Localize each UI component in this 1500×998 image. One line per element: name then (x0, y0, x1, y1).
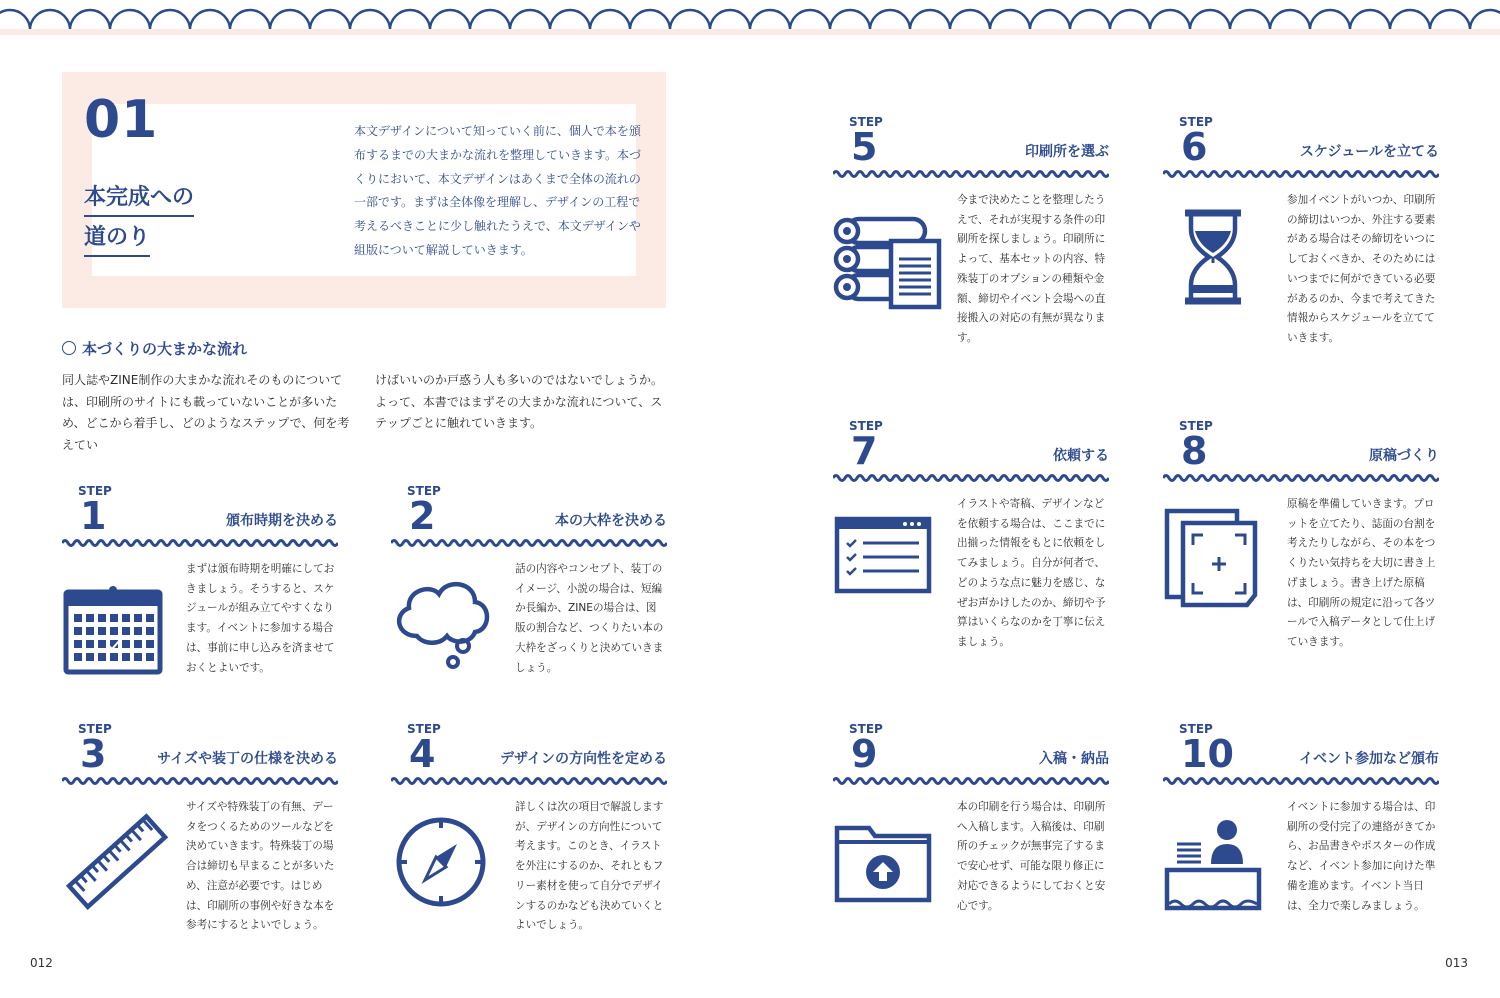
body-column-1: 同人誌やZINE制作の大まかな流れそのものについては、印刷所のサイトにも載っていないことが多いため、どこから着手し、どのようなステップで、何を考えてい (62, 373, 350, 452)
step-description: 本の印刷を行う場合は、印刷所へ入稿します。入稿後は、印刷所のチェックが無事完了するまで安心せず、可能な限り修正に対応できるようにしておくと安心です。 (957, 801, 1106, 912)
hourglass-icon (1163, 201, 1273, 311)
page-number-right: 013 (1445, 956, 1468, 970)
step-number: 8 (1181, 429, 1208, 473)
compass-icon (391, 808, 501, 918)
section-heading-text: 本づくりの大まかな流れ (82, 340, 248, 358)
step-title: イベント参加など頒布 (1299, 751, 1439, 767)
step-number: 4 (409, 732, 436, 776)
step-10 (1163, 722, 1439, 952)
step-title: 原稿づくり (1369, 448, 1439, 464)
thought-cloud-icon (391, 570, 501, 680)
step-title: 本の大枠を決める (555, 513, 667, 529)
step-number: 1 (80, 494, 107, 538)
step-8 (1163, 419, 1439, 649)
step-label: STEP (849, 419, 883, 433)
step-9 (833, 722, 1109, 952)
step-number: 7 (851, 429, 878, 473)
wave-divider (1163, 776, 1439, 786)
step-title: デザインの方向性を定める (499, 751, 667, 767)
step-number: 3 (80, 732, 107, 776)
step-number: 5 (851, 125, 878, 169)
step-label: STEP (849, 722, 883, 736)
wave-divider (833, 776, 1109, 786)
step-label: STEP (78, 484, 112, 498)
page-number-left: 012 (30, 956, 53, 970)
step-description: まずは頒布時期を明確にしておきましょう。そうすると、スケジュールが組み立てやすくなります。イベントに参加する場合は、事前に申し込みを済ませておくとよいです。 (186, 563, 335, 674)
step-label: STEP (849, 115, 883, 129)
step-6 (1163, 115, 1439, 345)
wave-divider (391, 538, 667, 548)
step-description: イベントに参加する場合は、印刷所の受付完了の連絡がきてから、お品書きやポスターの作成など、イベント参加に向けた準備を進めます。イベント当日は、全力で楽しみましょう。 (1287, 801, 1436, 912)
wave-divider (833, 169, 1109, 179)
step-title: 印刷所を選ぶ (1025, 144, 1109, 160)
step-description: 参加イベントがいつか、印刷所の締切はいつか、外注する要素がある場合はその締切をいつにしておくべきか、そのためにはいつまでに何ができている必要があるのか、今まで考えてきた情報からスケジュールを立てていきます。 (1287, 194, 1436, 344)
manuscript-icon (1163, 505, 1273, 615)
wave-divider (833, 473, 1109, 483)
step-description: 詳しくは次の項目で解説しますが、デザインの方向性について考えます。このとき、イラストを外注にするのか、それともフリー素材を使って自分でデザインするのかなども決めていくとよいでしょう。 (515, 801, 664, 932)
wave-divider (1163, 473, 1439, 483)
chapter-title-line2: 道のり (84, 223, 150, 257)
wave-divider (62, 538, 338, 548)
step-label: STEP (1179, 115, 1213, 129)
section-heading (62, 338, 247, 360)
step-label: STEP (78, 722, 112, 736)
wave-divider (62, 776, 338, 786)
step-3 (62, 722, 338, 952)
wave-divider (1163, 169, 1439, 179)
step-label: STEP (1179, 419, 1213, 433)
chapter-intro-text: 本文デザインについて知っていく前に、個人で本を頒布するまでの大まかな流れを整理していきます。本づくりにおいて、本文デザインはあくまで全体の流れの一部です。まずは全体像を理解し、デザインの工程で考えるべきことに少し触れたうえで、本文デザインや組版について解説していきます。 (354, 124, 642, 257)
step-title: 頒布時期を決める (226, 513, 338, 529)
step-label: STEP (407, 722, 441, 736)
step-description: 原稿を準備していきます。プロットを立てたり、誌面の台割を考えたりしながら、その本をつくりたい気持ちを大切に書き上げましょう。書き上げた原稿は、印刷所の規定に沿って各ツールで入稿データとして仕上げていきます。 (1287, 498, 1436, 648)
step-number: 6 (1181, 125, 1208, 169)
scallop-border (0, 0, 1500, 40)
step-description: サイズや特殊装丁の有無、データをつくるためのツールなどを決めていきます。特殊装丁の場合は締切も早まることが多いため、注意が必要です。はじめは、印刷所の事例や好きな本を参考にするとよいでしょう。 (186, 801, 335, 932)
wave-divider (391, 776, 667, 786)
event-booth-icon (1163, 808, 1273, 918)
calendar-icon (62, 570, 172, 680)
step-label: STEP (1179, 722, 1213, 736)
chapter-title-line1: 本完成への (84, 183, 194, 217)
step-4 (391, 722, 667, 952)
step-label: STEP (407, 484, 441, 498)
circle-bullet-icon (62, 341, 76, 355)
step-2 (391, 484, 667, 714)
step-1 (62, 484, 338, 714)
step-title: 依頼する (1053, 448, 1109, 464)
step-description: 今まで決めたことを整理したうえで、それが実現する条件の印刷所を探しましょう。印刷所によって、基本セットの内容、特殊装丁のオプションの種類や金額、締切やイベント会場への直接搬入の対応の有無が異なります。 (957, 194, 1106, 344)
step-title: スケジュールを立てる (1299, 144, 1439, 160)
step-title: 入稿・納品 (1039, 751, 1109, 767)
step-description: 話の内容やコンセプト、装丁のイメージ、小説の場合は、短編か長編か、ZINEの場合は、図版の割合など、つくりたい本の大枠をざっくりと決めていきましょう。 (515, 563, 664, 674)
step-description: イラストや寄稿、デザインなどを依頼する場合は、ここまでに出揃った情報をもとに依頼をしてみましょう。自分が何者で、どのような点に魅力を感じ、なぜお声かけしたのか、締切や予算はいくらなのかを丁寧に伝えましょう。 (957, 498, 1106, 648)
step-number: 10 (1181, 732, 1234, 776)
step-number: 9 (851, 732, 878, 776)
step-7 (833, 419, 1109, 649)
chapter-number: 01 (84, 90, 159, 150)
step-5 (833, 115, 1109, 345)
printer-rolls-icon (833, 201, 943, 311)
ruler-icon (62, 808, 172, 918)
body-column-2: けばいいのか戸惑う人も多いのではないでしょうか。よって、本書ではまずその大まかな流れについて、ステップごとに触れていきます。 (375, 373, 664, 430)
step-number: 2 (409, 494, 436, 538)
step-title: サイズや装丁の仕様を決める (157, 751, 338, 767)
upload-folder-icon (833, 808, 943, 918)
checklist-window-icon (833, 505, 943, 615)
